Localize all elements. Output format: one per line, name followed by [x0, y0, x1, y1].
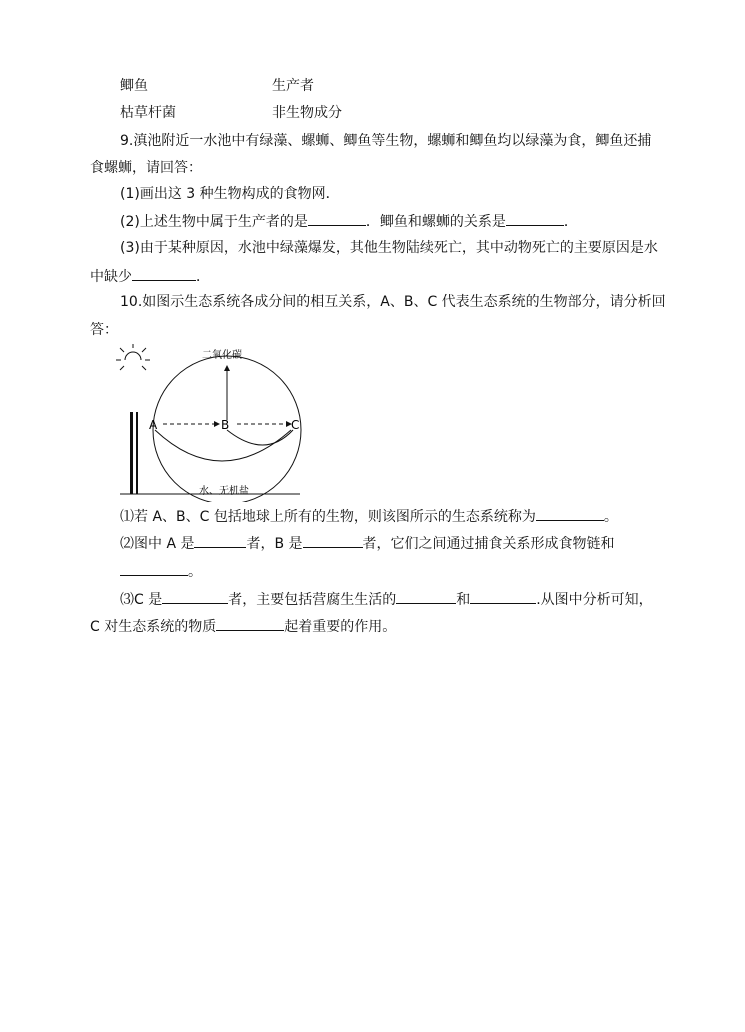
answer-blank[interactable]	[308, 211, 366, 226]
water-label: 水、无机盐	[199, 486, 249, 497]
q10-part2-line2	[120, 561, 202, 582]
match-right: 非生物成分	[272, 105, 342, 121]
label-a: A	[149, 418, 158, 432]
q10-part1-text-b: 。	[603, 509, 618, 525]
q10-part3	[120, 589, 653, 610]
q10-part3-text-b: 者，主要包括营腐生生活的	[228, 592, 397, 608]
match-left: 鲫鱼	[120, 78, 148, 94]
label-c: C	[291, 418, 300, 432]
q9-part2-text-b: ．鲫鱼和螺蛳的关系是	[365, 214, 506, 230]
q10-part3-line2-text-b: 起着重要的作用。	[284, 619, 397, 635]
q9-part3-text-a: 中缺少	[90, 269, 132, 285]
answer-blank[interactable]	[506, 211, 564, 226]
q9-part2	[120, 211, 578, 232]
q9-part3-text-b: ．	[196, 269, 210, 285]
q10-part3-line2-text-a: C 对生态系统的物质	[90, 619, 217, 635]
q10-part2	[120, 533, 615, 554]
answer-blank[interactable]	[536, 506, 604, 521]
sun-icon	[116, 344, 150, 370]
q10-part3-line2	[90, 616, 396, 637]
q10-part2-text-a: ⑵图中 A 是	[120, 536, 195, 552]
label-b: B	[221, 418, 230, 432]
vertical-bar	[136, 412, 138, 494]
answer-blank[interactable]	[303, 533, 363, 548]
q10-part3-text-c: 和	[456, 592, 471, 608]
answer-blank[interactable]	[120, 561, 188, 576]
q10-part1-text-a: ⑴若 A、B、C 包括地球上所有的生物，则该图所示的生态系统称为	[120, 509, 536, 525]
q10-part2-text-d: 。	[188, 564, 202, 580]
arc-a-to-c	[155, 430, 291, 461]
answer-blank[interactable]	[470, 589, 536, 604]
q9-part2-text-c: ．	[563, 214, 578, 230]
q9-stem-line2: 食螺蛳，请回答：	[90, 160, 202, 176]
answer-blank[interactable]	[132, 266, 196, 281]
q10-stem-line1: 10.如图示生态系统各成分间的相互关系，A、B、C 代表生态系统的生物部分，请分析回	[120, 294, 666, 310]
q10-part2-text-b: 者，B 是	[246, 536, 303, 552]
q9-part1: (1)画出这 3 种生物构成的食物网．	[120, 186, 340, 202]
q9-part3-line1: (3)由于某种原因，水池中绿藻爆发，其他生物陆续死亡，其中动物死亡的主要原因是水	[120, 240, 658, 256]
q10-part3-text-d: .从图中分析可知，	[536, 592, 653, 608]
q10-stem-line2: 答：	[90, 322, 118, 338]
match-left: 枯草杆菌	[120, 105, 176, 121]
answer-blank[interactable]	[194, 533, 246, 548]
q10-part1	[120, 506, 618, 527]
q9-stem-line1: 9.滇池附近一水池中有绿藻、螺蛳、鲫鱼等生物，螺蛳和鲫鱼均以绿藻为食，鲫鱼还捕	[120, 133, 652, 149]
vertical-bar	[130, 412, 133, 494]
q9-part3-line2	[90, 266, 210, 287]
match-right: 生产者	[272, 78, 314, 94]
q10-part3-text-a: ⑶C 是	[120, 592, 163, 608]
answer-blank[interactable]	[162, 589, 228, 604]
ecosystem-diagram	[115, 342, 305, 502]
arc-b-to-c	[227, 430, 293, 445]
co2-label: 二氧化碳	[202, 350, 242, 361]
answer-blank[interactable]	[396, 589, 456, 604]
q10-part2-text-c: 者，它们之间通过捕食关系形成食物链和	[362, 536, 615, 552]
q9-part2-text-a: (2)上述生物中属于生产者的是	[120, 214, 308, 230]
answer-blank[interactable]	[216, 616, 284, 631]
